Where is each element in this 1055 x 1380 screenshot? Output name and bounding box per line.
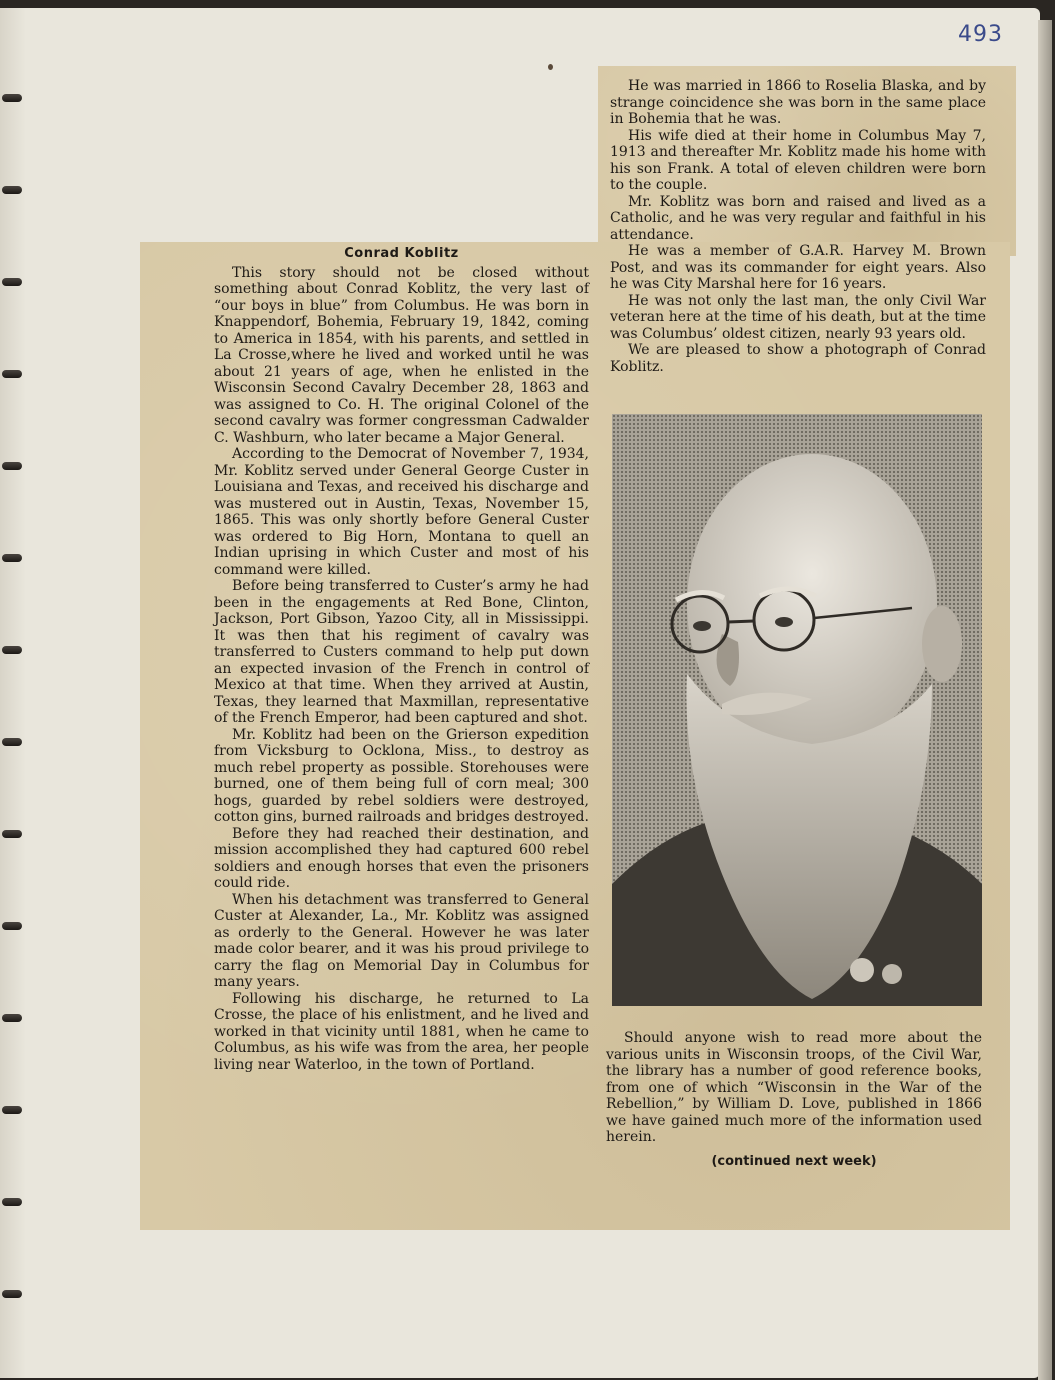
binding-ring [2, 462, 22, 470]
article-paragraph: Before being transferred to Custer’s army he had been in the engagements at Red Bone, Clinton, Jackson, Port Gibson, Yazoo City, all in Mississippi. It was then that his regiment of cavalry was transferred to Custers command to help put down an expected invasion of the French in control of Mexico at that time. When they arrived at Austin, Texas, they learned that Maxmillan, representative of the French Emperor, had been captured and shot. [214, 578, 589, 726]
article-closing-column [606, 1030, 982, 1170]
article-paragraph: Mr. Koblitz was born and raised and lived as a Catholic, and he was very regular and faithful in his attendance. [610, 193, 986, 243]
article-paragraph: According to the Democrat of November 7, 1934, Mr. Koblitz served under General George Custer in Louisiana and Texas, and received his discharge and was mustered out in Austin, Texas, November 15, 1865. This was only shortly before General Custer was ordered to Big Horn, Montana to quell an Indian uprising in which Custer and most of his command were killed. [214, 446, 589, 578]
page-number: 493 [958, 22, 1003, 47]
article-paragraph: Following his discharge, he returned to La Crosse, the place of his enlistment, and he lived and worked in that vicinity until 1881, when he came to Columbus, as his wife was from the area, her people living near Waterloo, in the town of Portland. [214, 990, 589, 1073]
article-right-column [610, 78, 986, 375]
article-paragraph: He was not only the last man, the only Civil War veteran here at the time of his death, but at the time was Columbus’ oldest citizen, nearly 93 years old. [610, 292, 986, 342]
article-paragraph: His wife died at their home in Columbus May 7, 1913 and thereafter Mr. Koblitz made his home with his son Frank. A total of eleven children were born to the couple. [610, 127, 986, 193]
binding-ring [2, 186, 22, 194]
article-paragraph: He was married in 1866 to Roselia Blaska, and by strange coincidence she was born in the same place in Bohemia that he was. [610, 78, 986, 127]
article-paragraph: Mr. Koblitz had been on the Grierson expedition from Vicksburg to Ocklona, Miss., to destroy as much rebel property as possible. Storehouses were burned, one of them being full of corn meal; 300 hogs, guarded by rebel soldiers were destroyed, cotton gins, burned railroads and bridges destroyed. [214, 726, 589, 825]
binding-ring [2, 1014, 22, 1022]
portrait-photo [612, 414, 982, 1006]
article-paragraph: When his detachment was transferred to General Custer at Alexander, La., Mr. Koblitz was assigned as orderly to the General. However he was later made color bearer, and it was his proud privilege to carry the flag on Memorial Day in Columbus for many years. [214, 891, 589, 990]
binding-ring [2, 738, 22, 746]
page-edge [1038, 20, 1052, 1380]
continued-note: (continued next week) [711, 1153, 877, 1169]
ink-speck [548, 64, 553, 70]
binding-ring [2, 370, 22, 378]
article-paragraph: Should anyone wish to read more about the various units in Wisconsin troops, of the Civil War, the library has a number of good reference books, from one of which “Wisconsin in the War of the Rebellion,” by William D. Love, published in 1866 we have gained much more of the information used herein. [606, 1030, 982, 1145]
binding-ring [2, 1290, 22, 1298]
binding-ring [2, 554, 22, 562]
binding-ring [2, 830, 22, 838]
article-paragraph: Before they had reached their destination, and mission accomplished they had captured 600 rebel soldiers and enough horses that even the prisoners could ride. [214, 825, 589, 891]
binding-ring [2, 646, 22, 654]
article-headline: Conrad Koblitz [344, 246, 459, 261]
binding-ring [2, 278, 22, 286]
binding-ring [2, 1106, 22, 1114]
article-paragraph: He was a member of G.A.R. Harvey M. Brown Post, and was its commander for eight years. Also he was City Marshal here for 16 years. [610, 243, 986, 292]
binding-ring [2, 922, 22, 930]
article-left-column [214, 246, 589, 1073]
binding-ring [2, 1198, 22, 1206]
binding-ring [2, 94, 22, 102]
binding-strip [0, 8, 26, 1378]
article-paragraph: This story should not be closed without something about Conrad Koblitz, the very last of “our boys in blue” from Columbus. He was born in Knappendorf, Bohemia, February 19, 1842, coming to America in 1854, with his parents, and settled in La Crosse,where he lived and worked until he was about 21 years of age, when he enlisted in the Wisconsin Second Cavalry December 28, 1863 and was assigned to Co. H. The original Colonel of the second cavalry was former congressman Cadwalder C. Washburn, who later became a Major General. [214, 264, 589, 446]
article-paragraph: We are pleased to show a photograph of Conrad Koblitz. [610, 342, 986, 375]
